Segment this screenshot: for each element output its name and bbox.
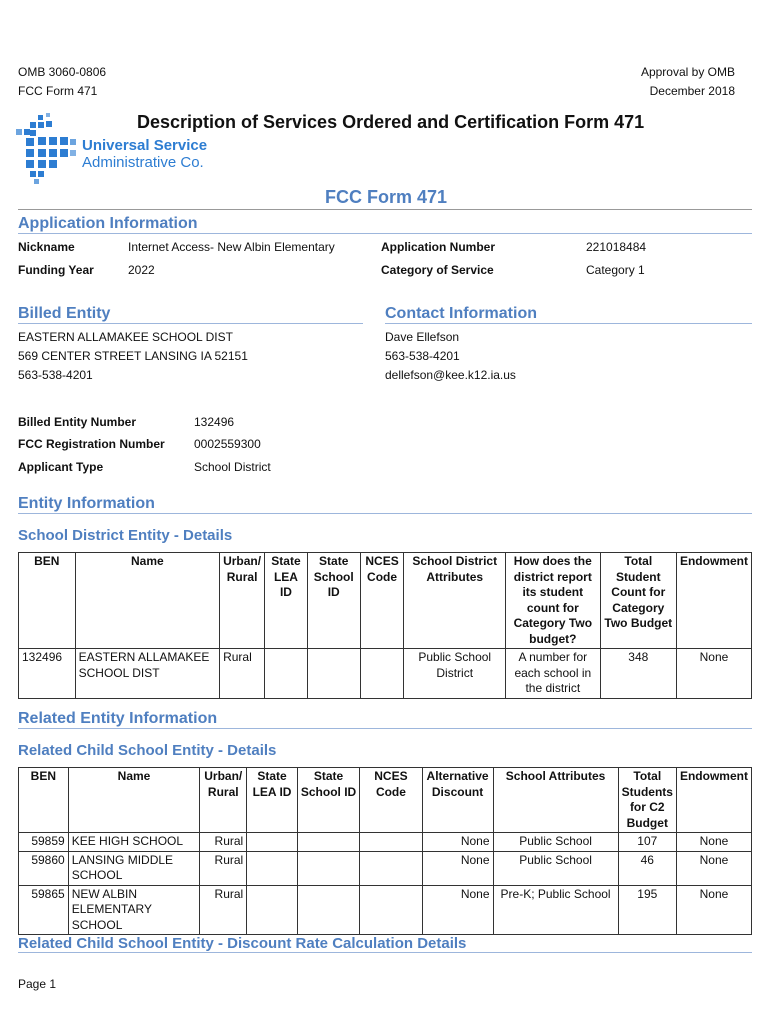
cs-endowment: None <box>676 833 751 852</box>
cs-header-total: Total Students for C2 Budget <box>618 768 676 833</box>
cs-header-attributes: School Attributes <box>493 768 618 833</box>
application-info-heading-text: Application Information <box>18 215 198 232</box>
cs-urban-rural: Rural <box>200 851 247 885</box>
category-label: Category of Service <box>381 263 494 277</box>
sd-total: 348 <box>600 649 676 699</box>
contact-info-heading <box>385 305 752 324</box>
billed-entity-heading-text: Billed Entity <box>18 305 111 322</box>
table-row <box>19 885 752 935</box>
cs-urban-rural: Rural <box>200 833 247 852</box>
contact-info-heading-text: Contact Information <box>385 305 537 322</box>
sd-header-endowment: Endowment <box>676 553 751 649</box>
cs-ben: 59859 <box>19 833 69 852</box>
applicant-type-label: Applicant Type <box>18 460 104 474</box>
cs-header-state-lea: State LEA ID <box>247 768 298 833</box>
page-number: Page 1 <box>18 977 57 991</box>
contact-name: Dave Ellefson <box>385 330 460 344</box>
cs-header-endowment: Endowment <box>676 768 751 833</box>
table-row <box>19 649 752 699</box>
sd-header-state-lea: State LEA ID <box>265 553 308 649</box>
child-school-table <box>18 767 752 935</box>
discount-rate-heading <box>18 935 752 953</box>
funding-year-value: 2022 <box>128 263 155 277</box>
cs-total: 195 <box>618 885 676 935</box>
cs-attributes: Public School <box>493 851 618 885</box>
fcc-registration-value: 0002559300 <box>194 437 261 451</box>
cs-alt-discount: None <box>422 885 493 935</box>
form-reference: FCC Form 471 <box>18 84 98 98</box>
nickname-label: Nickname <box>18 240 75 254</box>
cs-name: LANSING MIDDLE SCHOOL <box>68 851 200 885</box>
cs-state-lea <box>247 851 298 885</box>
cs-endowment: None <box>676 885 751 935</box>
ben-label: Billed Entity Number <box>18 415 137 429</box>
cs-header-alt-discount: Alternative Discount <box>422 768 493 833</box>
cs-name: NEW ALBIN ELEMENTARY SCHOOL <box>68 885 200 935</box>
cs-total: 46 <box>618 851 676 885</box>
sd-endowment: None <box>676 649 751 699</box>
sd-attributes: Public School District <box>404 649 506 699</box>
related-entity-heading <box>18 710 752 729</box>
heading-divider <box>18 209 752 210</box>
contact-email[interactable]: dellefson@kee.k12.ia.us <box>385 368 516 382</box>
cs-total: 107 <box>618 833 676 852</box>
cs-urban-rural: Rural <box>200 885 247 935</box>
document-title: Description of Services Ordered and Certification Form 471 <box>137 112 645 132</box>
cs-attributes: Pre-K; Public School <box>493 885 618 935</box>
cs-nces <box>360 851 422 885</box>
discount-rate-heading-text: Related Child School Entity - Discount Rate Calculation Details <box>18 935 467 952</box>
application-number-value: 221018484 <box>586 240 647 254</box>
sd-ben: 132496 <box>19 649 76 699</box>
sd-state-lea <box>265 649 308 699</box>
ben-value: 132496 <box>194 415 235 429</box>
omb-approval: Approval by OMB <box>640 65 735 79</box>
table-row <box>19 851 752 885</box>
table-row <box>19 833 752 852</box>
cs-header-state-school: State School ID <box>297 768 360 833</box>
cs-state-school <box>297 851 360 885</box>
sd-header-nces: NCES Code <box>360 553 404 649</box>
sd-urban-rural: Rural <box>220 649 265 699</box>
cs-state-school <box>297 833 360 852</box>
child-school-details-heading: Related Child School Entity - Details <box>18 742 277 759</box>
cs-state-school <box>297 885 360 935</box>
application-info-heading <box>18 215 752 234</box>
approval-date: December 2018 <box>649 84 735 98</box>
cs-ben: 59860 <box>19 851 69 885</box>
category-value: Category 1 <box>586 263 645 277</box>
cs-name: KEE HIGH SCHOOL <box>68 833 200 852</box>
cs-nces <box>360 833 422 852</box>
cs-state-lea <box>247 833 298 852</box>
sd-header-urban-rural: Urban/ Rural <box>220 553 265 649</box>
sd-header-total: Total Student Count for Category Two Budget <box>600 553 676 649</box>
cs-header-name: Name <box>68 768 200 833</box>
applicant-type-value: School District <box>194 460 271 474</box>
cs-header-nces: NCES Code <box>360 768 422 833</box>
entity-info-heading <box>18 495 752 514</box>
application-number-label: Application Number <box>381 240 496 254</box>
billed-entity-phone: 563-538-4201 <box>18 368 93 382</box>
logo-line-2: Administrative Co. <box>82 154 204 171</box>
school-district-table <box>18 552 752 699</box>
billed-entity-heading <box>18 305 363 324</box>
funding-year-label: Funding Year <box>18 263 94 277</box>
cs-attributes: Public School <box>493 833 618 852</box>
sd-nces <box>360 649 404 699</box>
fcc-registration-label: FCC Registration Number <box>18 437 165 451</box>
school-district-details-heading: School District Entity - Details <box>18 527 233 544</box>
usac-logo <box>16 113 216 185</box>
logo-line-1: Universal Service <box>82 137 208 154</box>
contact-phone: 563-538-4201 <box>385 349 460 363</box>
form-heading: FCC Form 471 <box>325 187 448 207</box>
related-entity-heading-text: Related Entity Information <box>18 710 218 727</box>
cs-header-urban-rural: Urban/ Rural <box>200 768 247 833</box>
cs-endowment: None <box>676 851 751 885</box>
cs-ben: 59865 <box>19 885 69 935</box>
cs-state-lea <box>247 885 298 935</box>
sd-state-school <box>307 649 360 699</box>
entity-info-heading-text: Entity Information <box>18 495 155 512</box>
cs-alt-discount: None <box>422 851 493 885</box>
omb-number: OMB 3060-0806 <box>18 65 107 79</box>
sd-name: EASTERN ALLAMAKEE SCHOOL DIST <box>75 649 219 699</box>
sd-header-name: Name <box>75 553 219 649</box>
cs-alt-discount: None <box>422 833 493 852</box>
sd-header-how-report: How does the district report its student count for Category Two budget? <box>506 553 601 649</box>
sd-header-ben: BEN <box>19 553 76 649</box>
cs-nces <box>360 885 422 935</box>
sd-header-state-school: State School ID <box>307 553 360 649</box>
nickname-value: Internet Access- New Albin Elementary <box>128 240 335 254</box>
billed-entity-address: 569 CENTER STREET LANSING IA 52151 <box>18 349 248 363</box>
cs-header-ben: BEN <box>19 768 69 833</box>
sd-header-attributes: School District Attributes <box>404 553 506 649</box>
usac-logo-mark <box>16 113 78 185</box>
billed-entity-name: EASTERN ALLAMAKEE SCHOOL DIST <box>18 330 233 344</box>
sd-how-report: A number for each school in the district <box>506 649 601 699</box>
